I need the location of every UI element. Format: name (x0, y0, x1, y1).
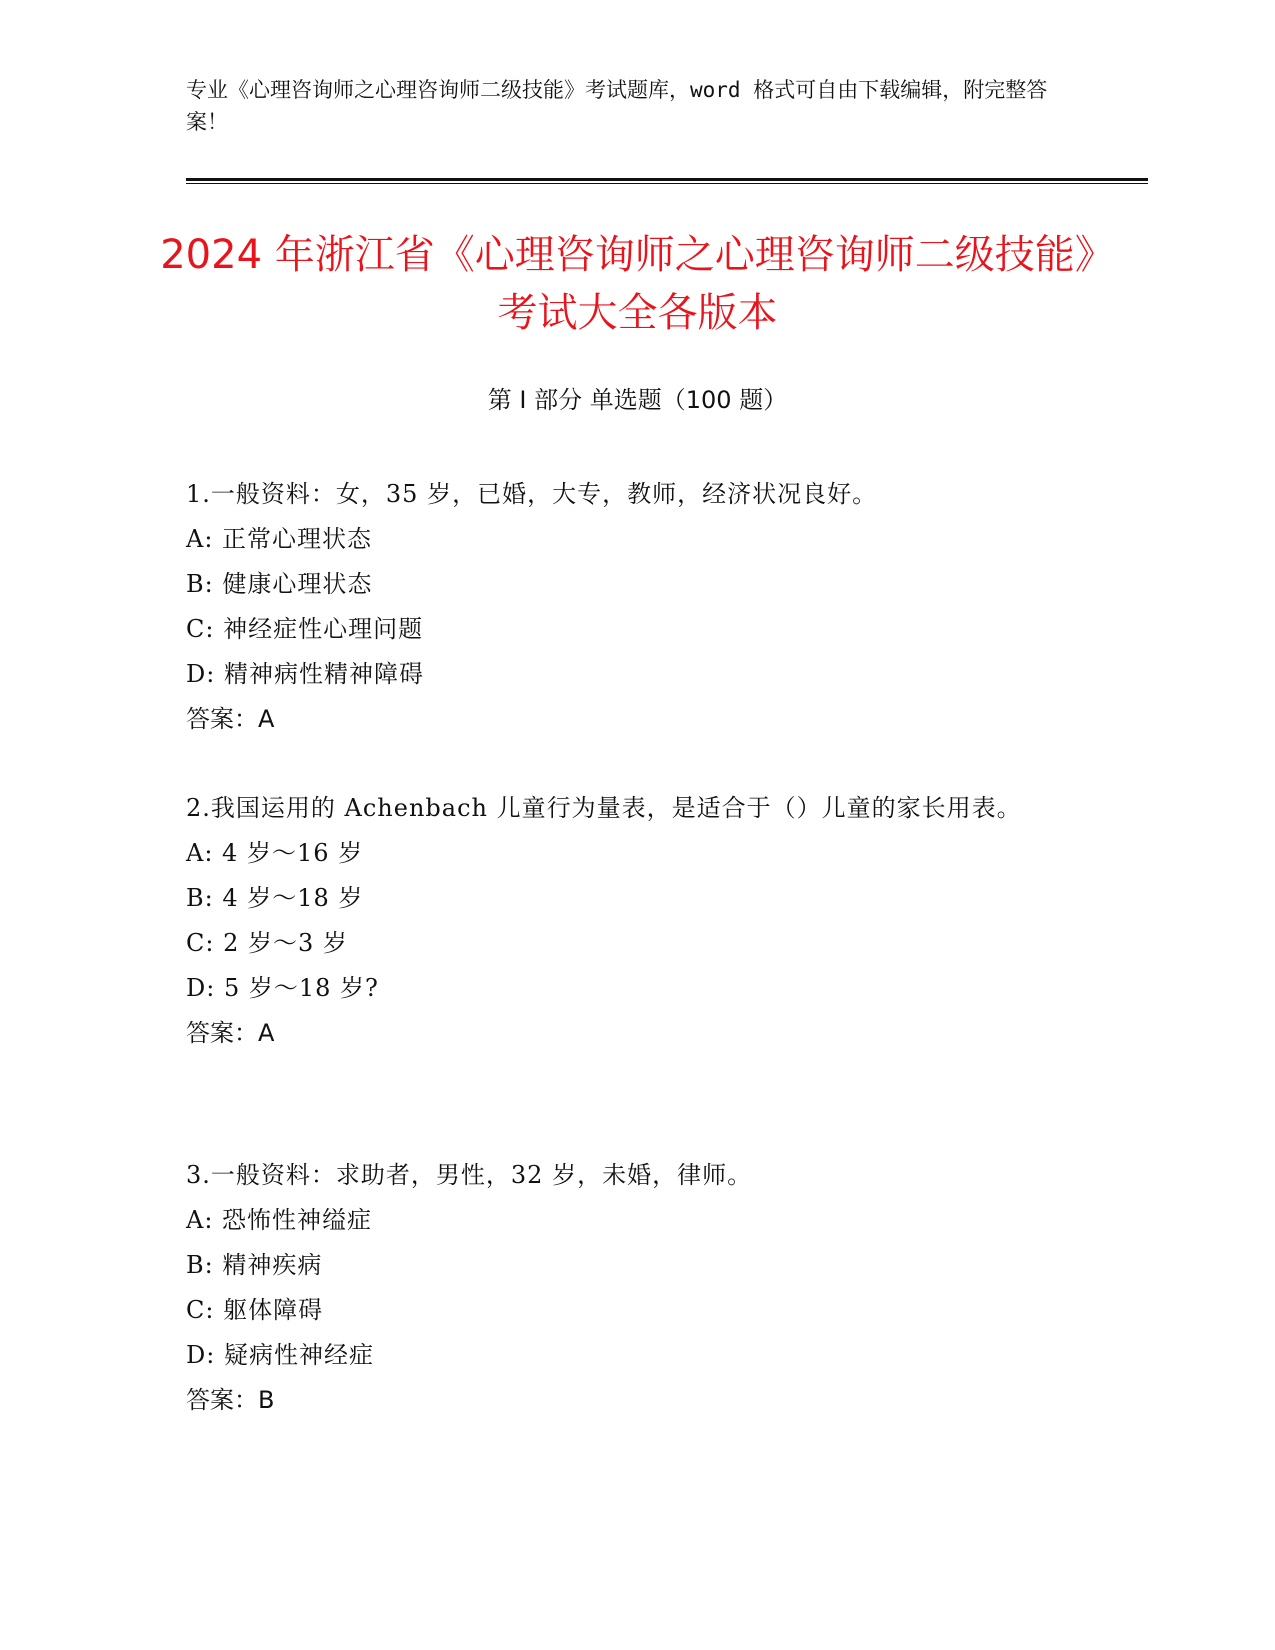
option-a: A: 正常心理状态 (186, 525, 373, 553)
option-a: A: 4 岁～16 岁 (186, 839, 364, 867)
question-stem: 2.我国运用的 Achenbach 儿童行为量表，是适合于（）儿童的家长用表。 (186, 794, 1022, 822)
option-d: D: 疑病性神经症 (186, 1341, 374, 1369)
header-divider-thick (186, 178, 1148, 181)
option-c: C: 2 岁～3 岁 (186, 929, 348, 957)
header-divider-thin (186, 183, 1148, 184)
question-stem: 3.一般资料：求助者，男性，32 岁，未婚，律师。 (186, 1161, 753, 1189)
option-b: B: 4 岁～18 岁 (186, 884, 364, 912)
option-b: B: 精神疾病 (186, 1251, 323, 1279)
option-b: B: 健康心理状态 (186, 570, 373, 598)
answer-label: 答案：A (186, 1019, 275, 1047)
header-note: 专业《心理咨询师之心理咨询师二级技能》考试题库，word 格式可自由下载编辑，附完整答案！ (186, 78, 1048, 134)
question-1 (186, 472, 1066, 742)
question-stem: 1.一般资料：女，35 岁，已婚，大专，教师，经济状况良好。 (186, 480, 878, 508)
question-3 (186, 1153, 1066, 1423)
answer-label: 答案：B (186, 1386, 275, 1414)
option-d: D: 精神病性精神障碍 (186, 660, 424, 688)
option-c: C: 躯体障碍 (186, 1296, 324, 1324)
section-heading: 第 I 部分 单选题（100 题） (487, 386, 788, 414)
option-d: D: 5 岁～18 岁? (186, 974, 379, 1002)
option-c: C: 神经症性心理问题 (186, 615, 424, 643)
option-a: A: 恐怖性神缢症 (186, 1206, 373, 1234)
question-2 (186, 786, 1066, 1056)
answer-label: 答案：A (186, 705, 275, 733)
document-title: 2024 年浙江省《心理咨询师之心理咨询师二级技能》考试大全各版本 (160, 232, 1115, 336)
